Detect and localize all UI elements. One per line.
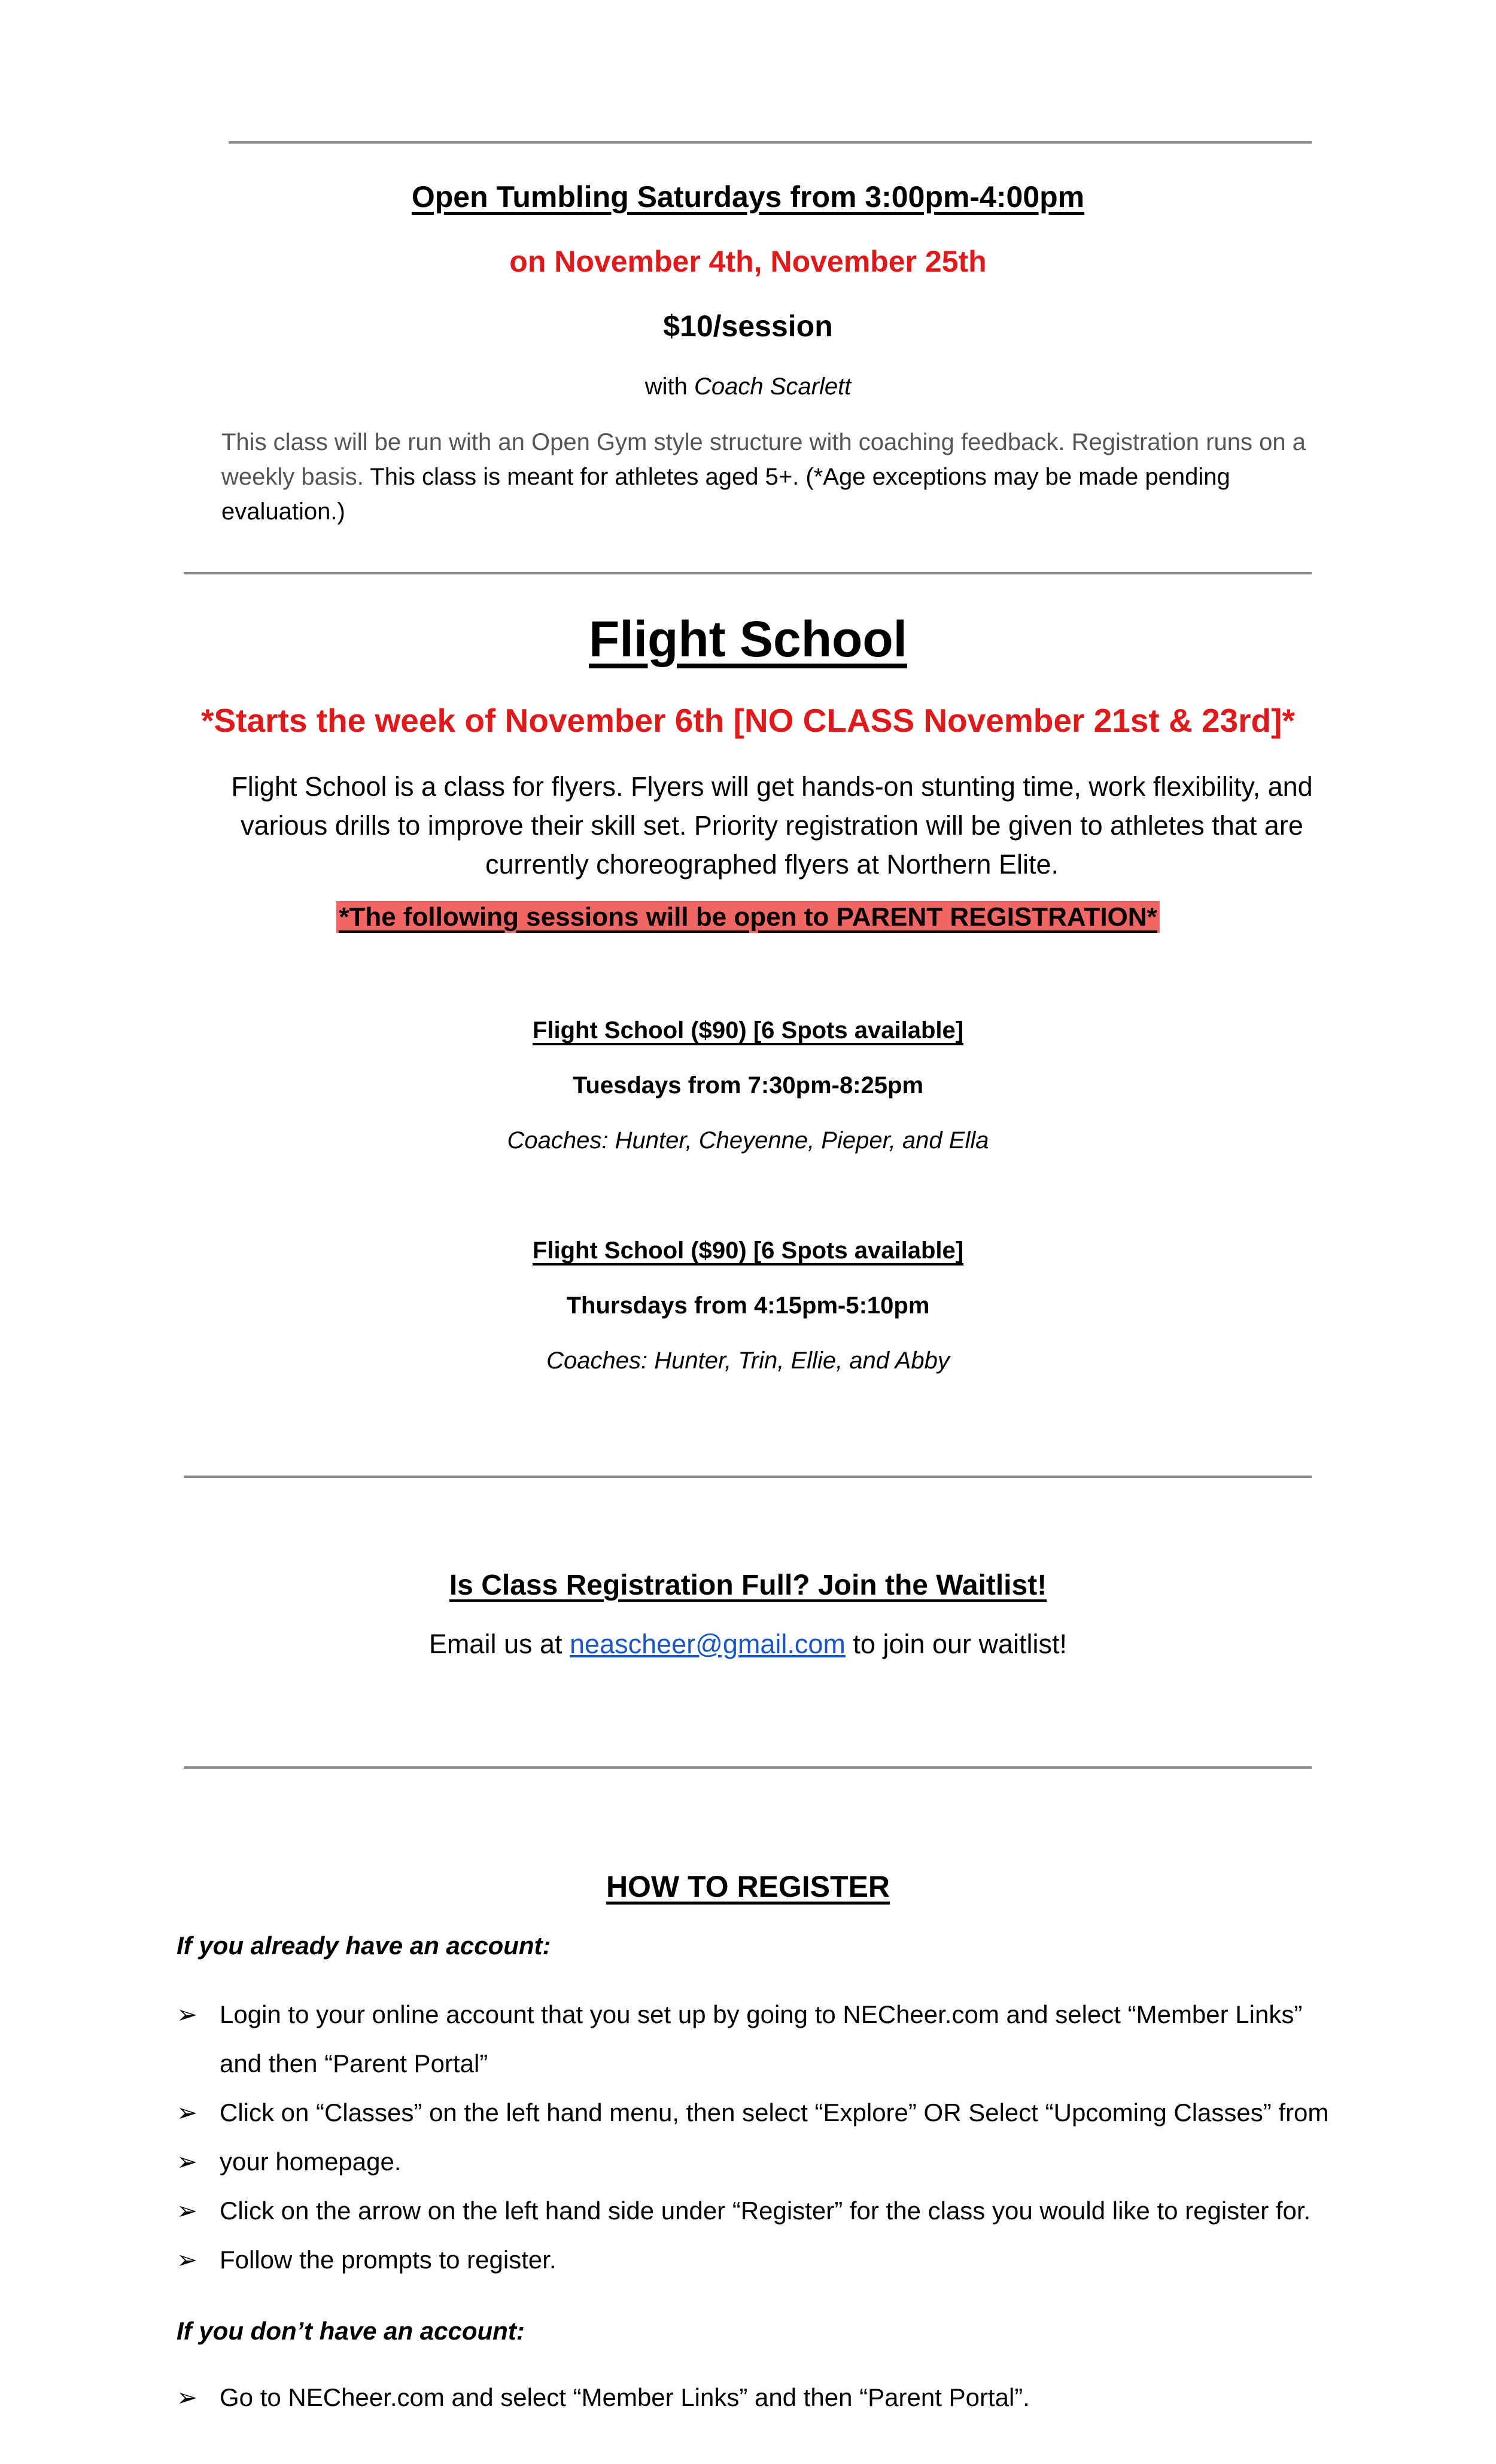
flight-school-title: Flight School: [589, 611, 907, 667]
open-tumbling-dates: on November 4th, November 25th: [509, 245, 987, 278]
session-1-coaches: Coaches: Hunter, Cheyenne, Pieper, and Ella: [507, 1127, 989, 1154]
flight-school-notice: *Starts the week of November 6th [NO CLASS November 21st & 23rd]*: [201, 702, 1295, 739]
divider-2: [184, 572, 1312, 574]
bullet-arrow-icon: ➢: [177, 2196, 198, 2225]
session-1-time: Tuesdays from 7:30pm-8:25pm: [572, 1072, 924, 1099]
email-prefix: Email us at: [428, 1629, 570, 1659]
description-black: This class is meant for athletes aged 5+. (*Age exceptions may be made pending evaluation.): [221, 464, 1230, 525]
open-tumbling-coach-line: [0, 373, 1496, 400]
register-title: HOW TO REGISTER: [606, 1870, 890, 1903]
with-prefix: with: [644, 373, 688, 400]
divider-4: [184, 1766, 1312, 1769]
new-account-heading: If you don’t have an account:: [177, 2317, 525, 2345]
session-2-time: Thursdays from 4:15pm-5:10pm: [566, 1292, 930, 1319]
email-suffix: to join our waitlist!: [845, 1629, 1068, 1659]
divider-top: [229, 141, 1312, 144]
step-text: Go to NECheer.com and select “Member Links” and then “Parent Portal”.: [220, 2383, 1030, 2411]
existing-account-heading: If you already have an account:: [177, 1931, 551, 1960]
step-text: your homepage.: [220, 2147, 402, 2176]
parent-registration-highlight: *The following sessions will be open to PARENT REGISTRATION*: [336, 901, 1159, 933]
bullet-arrow-icon: ➢: [177, 2383, 198, 2412]
bullet-arrow-icon: ➢: [177, 2245, 198, 2274]
session-2-title: Flight School ($90) [6 Spots available]: [532, 1237, 964, 1264]
open-tumbling-description: [221, 425, 1322, 529]
bullet-arrow-icon: ➢: [177, 2098, 198, 2127]
waitlist-title: Is Class Registration Full? Join the Waitlist!: [449, 1569, 1047, 1601]
session-2-coaches: Coaches: Hunter, Trin, Ellie, and Abby: [546, 1347, 950, 1374]
coach-name: Coach Scarlett: [694, 373, 852, 400]
divider-3: [184, 1476, 1312, 1478]
session-1-title: Flight School ($90) [6 Spots available]: [532, 1017, 964, 1044]
step-text: and then “Parent Portal”: [220, 2049, 488, 2077]
flight-school-description: Flight School is a class for flyers. Flyers will get hands-on stunting time, work flexibility, and various drills to improve their skill set. Priority registration will be given to athletes that are currently choreographed flyers at Northern Elite.: [231, 771, 1313, 880]
bullet-arrow-icon: ➢: [177, 2000, 198, 2029]
step-text: Follow the prompts to register.: [220, 2246, 557, 2274]
parent-registration-line: [0, 902, 1496, 932]
open-tumbling-title: Open Tumbling Saturdays from 3:00pm-4:00pm: [411, 180, 1085, 214]
open-tumbling-price: $10/session: [663, 309, 833, 343]
step-text: Login to your online account that you set up by going to NECheer.com and select “Member Links”: [220, 2000, 1303, 2028]
description-gray: This class will be run with an Open Gym style structure with coaching feedback. Registration runs on a weekly basis.: [221, 429, 1306, 490]
step-text: Click on “Classes” on the left hand menu, then select “Explore” OR Select “Upcoming Classes” from: [220, 2098, 1329, 2127]
waitlist-email-line: [0, 1629, 1496, 1660]
bullet-arrow-icon: ➢: [177, 2147, 198, 2176]
step-text: Click on the arrow on the left hand side under “Register” for the class you would like to register for.: [220, 2197, 1311, 2225]
email-link[interactable]: neascheer@gmail.com: [570, 1629, 846, 1659]
